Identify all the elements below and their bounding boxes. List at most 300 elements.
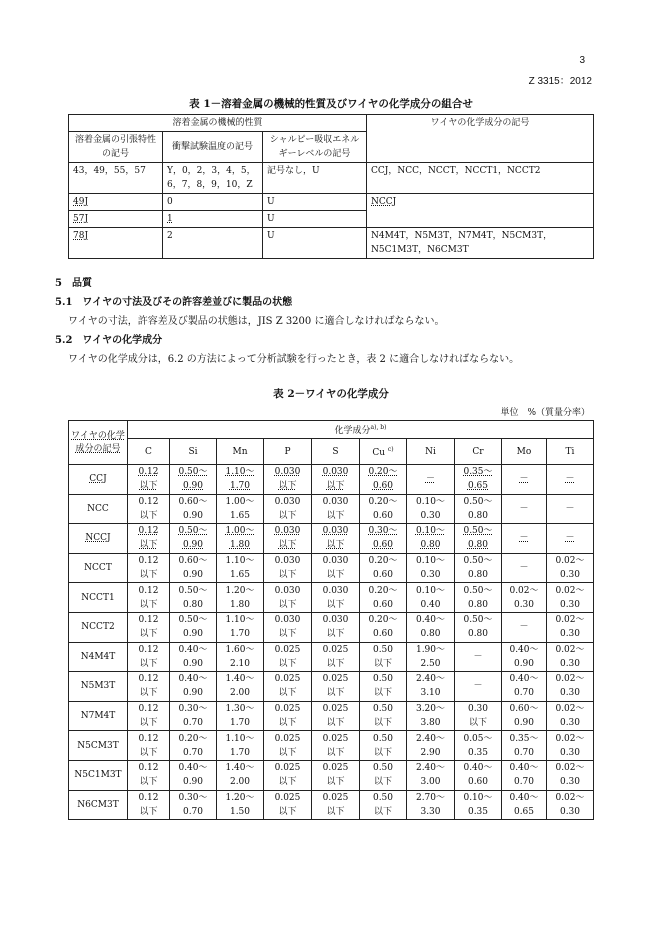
cell-p	[264, 701, 312, 731]
cell-ni	[407, 583, 455, 613]
cell-line: 0.10～	[415, 526, 446, 537]
cell-line: －	[519, 474, 529, 485]
charpy-header: シャルピー吸収エネルギーレベルの記号	[263, 132, 367, 163]
cell-cr	[455, 553, 502, 583]
cell-line: 2.40～	[415, 674, 446, 685]
cell-mo	[502, 701, 547, 731]
cell-si	[170, 494, 217, 524]
cell-line: 0.02～	[555, 615, 585, 626]
cell-line: 1.10～	[225, 556, 255, 567]
cell-c	[128, 612, 170, 642]
cell-si	[170, 642, 217, 672]
cell-line: 0.40～	[509, 792, 539, 803]
cell-line: 0.30	[559, 658, 581, 669]
cell-line: 以下	[468, 718, 487, 729]
cell-line: 以下	[373, 688, 392, 699]
cell-line: －	[519, 503, 529, 514]
cell-mn	[217, 642, 264, 672]
cell-line: 0.030	[322, 585, 349, 596]
cell-ni	[407, 701, 455, 731]
tensile-header: 溶着金属の引張特性の記号	[69, 132, 163, 163]
cell-line: 3.20～	[415, 704, 446, 715]
cell-line: 0.030	[274, 496, 301, 507]
cell-c	[128, 672, 170, 702]
tensile-cell: 49J	[69, 194, 163, 211]
cell-line: 0.12	[138, 467, 159, 478]
cell-cr	[455, 760, 502, 790]
cell-cr	[455, 612, 502, 642]
cell-line: 0.12	[138, 733, 159, 744]
cell-line: 以下	[326, 688, 345, 699]
cell-line: 以下	[278, 540, 297, 551]
cell-line: 0.35	[467, 747, 489, 758]
cell-line: 0.35	[467, 806, 489, 817]
column-header-label: C	[145, 446, 152, 457]
cell-line: 1.00～	[225, 526, 255, 537]
cell-cr	[455, 465, 502, 495]
cell-line: 0.30	[559, 806, 581, 817]
cell-cr	[455, 731, 502, 761]
cell-line: 以下	[326, 718, 345, 729]
cell-p	[264, 760, 312, 790]
cell-line: 0.50	[372, 674, 394, 685]
section-5-heading: 5 品質	[55, 278, 92, 289]
charpy-cell: U	[263, 211, 367, 228]
cell-line: 0.50	[372, 733, 394, 744]
cell-line: 0.12	[138, 644, 159, 655]
cell-cr	[455, 790, 502, 820]
cell-line: 0.90	[182, 658, 204, 669]
cell-line: 1.80	[229, 599, 251, 610]
footnote-ref: a), b)	[370, 424, 387, 431]
cell-line: 0.02～	[555, 585, 585, 596]
cell-line: －	[519, 563, 529, 574]
cell-line: 0.030	[322, 496, 349, 507]
group-header	[128, 421, 594, 439]
cell-line: 0.30	[559, 777, 581, 788]
cell-line: 0.70	[182, 718, 204, 729]
cell-line: 1.00～	[225, 496, 255, 507]
cell-ni	[407, 465, 455, 495]
table-row	[69, 760, 594, 790]
standard-id: Z 3315：2012	[528, 76, 592, 87]
table-row	[69, 672, 594, 702]
cell-line: 0.030	[274, 556, 301, 567]
cell-line: 1.70	[229, 718, 251, 729]
cell-line: 0.90	[182, 510, 204, 521]
cell-line: 以下	[326, 747, 345, 758]
cell-line: 0.50	[372, 763, 394, 774]
cell-line: 0.030	[274, 615, 301, 626]
cell-line: 以下	[326, 599, 345, 610]
cell-line: 2.40～	[415, 733, 446, 744]
cell-line: 以下	[326, 777, 345, 788]
cell-line: 0.030	[322, 526, 349, 537]
cell-line: 0.20～	[368, 585, 398, 596]
cell-mo	[502, 583, 547, 613]
cell-line: 以下	[326, 510, 345, 521]
cell-line: 以下	[278, 629, 297, 640]
table-row	[69, 731, 594, 761]
cell-line: 0.025	[274, 763, 301, 774]
cell-line: 0.65	[513, 806, 535, 817]
cell-cr	[455, 524, 502, 554]
cell-line: 1.90～	[415, 644, 446, 655]
cell-line: 0.50～	[463, 496, 493, 507]
cell-line: 0.02～	[555, 763, 585, 774]
cell-line: 0.50	[372, 792, 394, 803]
temp-cell: 1	[163, 211, 263, 228]
cell-mn	[217, 553, 264, 583]
cell-line: 0.30	[420, 510, 441, 521]
cell-s	[312, 524, 360, 554]
section-5-1-heading: 5.1 ワイヤの寸法及びその許容差並びに製品の状態	[55, 297, 293, 308]
cell-line: 0.90	[182, 688, 204, 699]
cell-line: 0.02～	[555, 704, 585, 715]
section-5-2-heading: 5.2 ワイヤの化学成分	[55, 335, 163, 346]
cell-line: 0.35～	[509, 733, 539, 744]
column-header-label: P	[284, 446, 291, 457]
cell-line: 0.025	[274, 733, 301, 744]
cell-line: 0.60～	[178, 496, 208, 507]
cell-line: 0.60	[372, 481, 394, 492]
cell-line: 0.30	[559, 599, 581, 610]
cell-line: －	[519, 533, 529, 544]
cell-line: 0.12	[138, 496, 159, 507]
cell-line: 2.10	[229, 658, 251, 669]
cell-line: 0.70	[513, 688, 535, 699]
cell-ti	[547, 494, 594, 524]
cell-p	[264, 583, 312, 613]
cell-line: 0.40～	[509, 763, 539, 774]
cell-line: 1.30～	[225, 704, 255, 715]
cell-ni	[407, 524, 455, 554]
cell-mo	[502, 494, 547, 524]
cell-line: 以下	[139, 570, 158, 581]
cell-line: 以下	[139, 718, 158, 729]
cell-line: 0.40～	[415, 615, 446, 626]
cell-mo	[502, 760, 547, 790]
cell-line: 1.40～	[225, 674, 255, 685]
cell-cr	[455, 583, 502, 613]
column-header-p	[264, 439, 312, 465]
cell-line: 0.70	[182, 806, 204, 817]
cell-ti	[547, 642, 594, 672]
cell-line: 2.00	[229, 688, 251, 699]
cell-line: 0.02～	[555, 733, 585, 744]
cell-mo	[502, 642, 547, 672]
column-header-label: Ti	[565, 446, 575, 457]
cell-s	[312, 553, 360, 583]
footnote-ref: c)	[387, 446, 394, 453]
cell-cu	[360, 524, 407, 554]
cell-ni	[407, 731, 455, 761]
cell-line: 0.030	[322, 556, 349, 567]
cell-line: 0.30	[559, 688, 581, 699]
cell-s	[312, 760, 360, 790]
wire-symbol: N7M4T	[69, 701, 128, 731]
cell-mn	[217, 465, 264, 495]
table1	[68, 114, 594, 259]
cell-cr	[455, 494, 502, 524]
cell-ti	[547, 553, 594, 583]
cell-ni	[407, 612, 455, 642]
cell-si	[170, 612, 217, 642]
cell-line: 以下	[139, 481, 158, 492]
cell-line: 0.030	[274, 467, 301, 478]
cell-line: 0.50～	[463, 585, 493, 596]
cell-c	[128, 494, 170, 524]
cell-s	[312, 731, 360, 761]
wire-symbol: N4M4T	[69, 642, 128, 672]
cell-line: 0.12	[138, 556, 159, 567]
cell-line: 0.80	[467, 540, 489, 551]
cell-line: 0.90	[182, 777, 204, 788]
cell-line: 0.70	[513, 777, 535, 788]
cell-ni	[407, 642, 455, 672]
cell-line: 1.50	[229, 806, 251, 817]
cell-mn	[217, 612, 264, 642]
cell-line: 1.10～	[225, 733, 255, 744]
cell-c	[128, 701, 170, 731]
cell-line: 1.80	[229, 540, 251, 551]
cell-cu	[360, 701, 407, 731]
cell-ni	[407, 760, 455, 790]
cell-line: 以下	[278, 747, 297, 758]
column-header-cu	[360, 439, 407, 465]
cell-mo	[502, 553, 547, 583]
table-row	[69, 612, 594, 642]
charpy-cell: U	[263, 228, 367, 259]
tensile-cell: 43，49，55，57	[69, 163, 163, 194]
cell-line: 0.02～	[555, 792, 585, 803]
cell-cu	[360, 760, 407, 790]
cell-line: 以下	[139, 599, 158, 610]
table-row	[69, 228, 594, 259]
cell-line: 0.40～	[509, 674, 539, 685]
cell-mn	[217, 760, 264, 790]
cell-line: 0.30	[559, 718, 581, 729]
cell-line: 0.10～	[415, 556, 446, 567]
cell-line: 0.50～	[178, 585, 208, 596]
cell-line: 0.40～	[509, 644, 539, 655]
cell-line: 0.80	[467, 629, 489, 640]
cell-line: 1.65	[229, 510, 251, 521]
cell-cr	[455, 642, 502, 672]
cell-line: 0.50～	[178, 615, 208, 626]
charpy-cell: 記号なし，U	[263, 163, 367, 194]
cell-line: 以下	[139, 540, 158, 551]
column-header-label: Cu	[372, 448, 386, 458]
cell-line: 0.12	[138, 674, 159, 685]
cell-mo	[502, 731, 547, 761]
cell-line: 以下	[373, 747, 392, 758]
cell-line: 以下	[139, 777, 158, 788]
cell-mo	[502, 524, 547, 554]
cell-mn	[217, 672, 264, 702]
cell-line: 以下	[326, 658, 345, 669]
cell-cu	[360, 553, 407, 583]
cell-c	[128, 790, 170, 820]
cell-line: 1.65	[229, 570, 251, 581]
column-header-label: Cr	[472, 446, 484, 457]
cell-line: 0.40～	[463, 763, 493, 774]
cell-line: 以下	[139, 658, 158, 669]
cell-ti	[547, 790, 594, 820]
wire-header: ワイヤの化学成分の記号	[367, 115, 594, 163]
column-header-ti	[547, 439, 594, 465]
column-header-ni	[407, 439, 455, 465]
cell-line: 1.40～	[225, 763, 255, 774]
cell-cu	[360, 494, 407, 524]
cell-mn	[217, 524, 264, 554]
wire-symbol: N5M3T	[69, 672, 128, 702]
cell-line: 3.30	[420, 806, 441, 817]
cell-line: 1.70	[229, 629, 251, 640]
column-header-label: S	[332, 446, 339, 457]
cell-line: 以下	[326, 806, 345, 817]
cell-line: 0.12	[138, 763, 159, 774]
cell-line: 以下	[373, 718, 392, 729]
column-header-label: Ni	[425, 446, 436, 457]
cell-line: 0.50～	[463, 556, 493, 567]
table-row	[69, 790, 594, 820]
cell-s	[312, 583, 360, 613]
cell-si	[170, 465, 217, 495]
cell-p	[264, 790, 312, 820]
cell-ni	[407, 553, 455, 583]
cell-mo	[502, 465, 547, 495]
cell-line: 3.00	[420, 777, 441, 788]
table-row	[69, 701, 594, 731]
cell-mn	[217, 494, 264, 524]
cell-line: 0.025	[322, 792, 349, 803]
cell-line: 0.80	[467, 510, 489, 521]
cell-line: 0.60	[372, 540, 394, 551]
table-row	[69, 163, 594, 194]
cell-line: 以下	[326, 629, 345, 640]
tensile-cell: 57J	[69, 211, 163, 228]
column-header-mn	[217, 439, 264, 465]
cell-line: 0.65	[467, 481, 489, 492]
cell-cu	[360, 790, 407, 820]
cell-p	[264, 524, 312, 554]
cell-line: 0.10～	[415, 496, 446, 507]
cell-line: 0.30	[467, 704, 489, 715]
cell-line: 3.80	[420, 718, 441, 729]
column-header-si	[170, 439, 217, 465]
cell-line: －	[565, 503, 575, 514]
table-row	[69, 553, 594, 583]
cell-line: 0.70	[182, 747, 204, 758]
column-header-label: Mn	[232, 446, 248, 457]
cell-line: 0.12	[138, 526, 159, 537]
cell-line: 0.35～	[463, 467, 493, 478]
cell-mn	[217, 790, 264, 820]
cell-line: 0.50	[372, 704, 394, 715]
cell-line: 以下	[326, 481, 345, 492]
cell-c	[128, 583, 170, 613]
cell-line: 0.80	[467, 570, 489, 581]
wire-symbol: NCC	[69, 494, 128, 524]
cell-c	[128, 553, 170, 583]
cell-line: 以下	[278, 510, 297, 521]
cell-cr	[455, 701, 502, 731]
cell-p	[264, 553, 312, 583]
cell-line: 以下	[373, 658, 392, 669]
cell-cu	[360, 612, 407, 642]
cell-line: 0.90	[182, 481, 204, 492]
cell-c	[128, 760, 170, 790]
cell-line: 0.30	[513, 599, 535, 610]
cell-line: 以下	[326, 540, 345, 551]
cell-line: 0.80	[467, 599, 489, 610]
cell-line: 2.00	[229, 777, 251, 788]
cell-line: 以下	[373, 777, 392, 788]
cell-line: 0.90	[182, 629, 204, 640]
cell-line: 0.030	[322, 467, 349, 478]
cell-cu	[360, 583, 407, 613]
cell-line: 0.80	[420, 540, 441, 551]
cell-line: 0.030	[322, 615, 349, 626]
cell-line: 0.025	[274, 704, 301, 715]
cell-line: 0.030	[274, 526, 301, 537]
cell-line: 0.60～	[178, 556, 208, 567]
table-row	[69, 465, 594, 495]
cell-line: 以下	[278, 599, 297, 610]
wire-cell: CCJ，NCC，NCCT，NCCT1，NCCT2	[367, 163, 594, 194]
cell-line: 以下	[278, 658, 297, 669]
cell-line: 以下	[139, 510, 158, 521]
cell-s	[312, 465, 360, 495]
cell-line: －	[425, 474, 435, 485]
cell-line: 0.90	[513, 718, 535, 729]
cell-line: 以下	[139, 806, 158, 817]
cell-line: 以下	[139, 688, 158, 699]
cell-line: 0.30	[420, 570, 441, 581]
cell-ti	[547, 583, 594, 613]
cell-p	[264, 672, 312, 702]
cell-line: 0.40～	[178, 763, 208, 774]
cell-line: 0.025	[322, 674, 349, 685]
cell-line: 1.60～	[225, 644, 255, 655]
cell-line: 0.20～	[368, 467, 398, 478]
wire-symbol: NCCT	[69, 553, 128, 583]
table-row	[69, 583, 594, 613]
cell-line: 0.60	[372, 510, 394, 521]
cell-s	[312, 642, 360, 672]
cell-line: 2.40～	[415, 763, 446, 774]
table2	[68, 420, 594, 820]
cell-line: 以下	[278, 688, 297, 699]
cell-line: 以下	[326, 570, 345, 581]
cell-line: 0.60	[372, 570, 394, 581]
cell-line: 以下	[278, 481, 297, 492]
cell-line: 0.30～	[178, 704, 208, 715]
cell-c	[128, 465, 170, 495]
cell-line: 0.02～	[555, 644, 585, 655]
cell-line: 0.40	[420, 599, 441, 610]
cell-si	[170, 672, 217, 702]
cell-line: 以下	[139, 629, 158, 640]
group-header-text: 化学成分	[334, 426, 371, 436]
cell-line: 2.90	[420, 747, 441, 758]
cell-line: －	[565, 533, 575, 544]
wire-symbol: NCCJ	[69, 524, 128, 554]
cell-line: 0.70	[513, 747, 535, 758]
cell-line: 0.025	[322, 704, 349, 715]
cell-si	[170, 701, 217, 731]
